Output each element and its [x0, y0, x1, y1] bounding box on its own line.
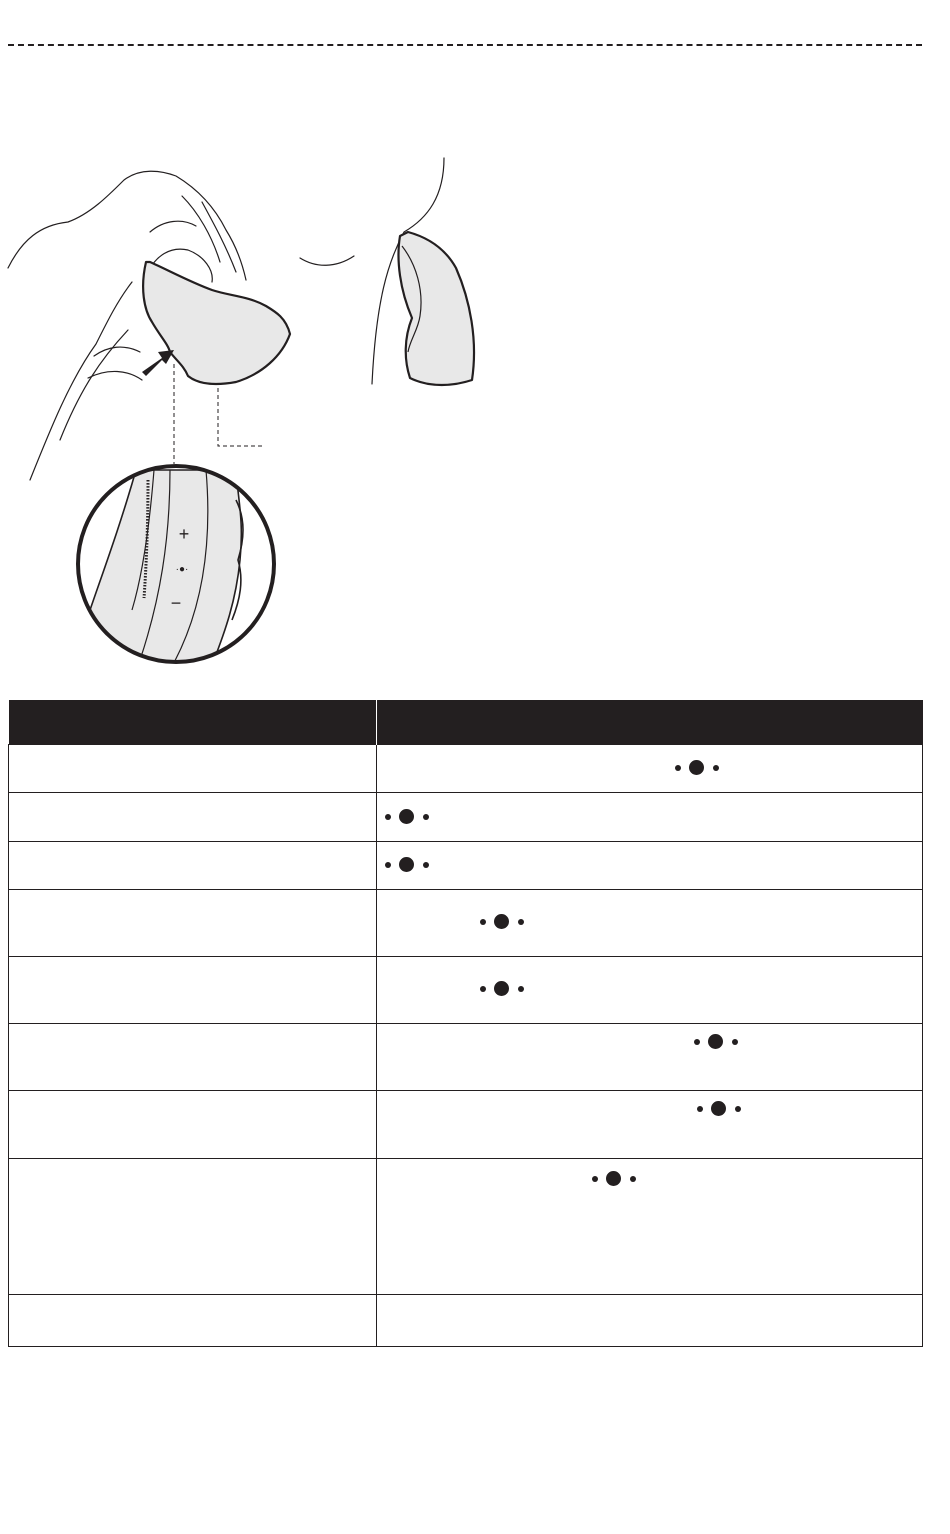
multi-function-button-icon [385, 856, 429, 874]
multi-function-button-icon [480, 913, 524, 931]
action-cell [377, 1024, 923, 1091]
function-cell [9, 745, 377, 793]
function-cell [9, 842, 377, 890]
volume-down-symbol: − [170, 593, 182, 613]
function-cell [9, 1091, 377, 1159]
controls-table [8, 700, 923, 1347]
table-row [9, 1091, 923, 1159]
multi-function-button-icon [480, 980, 524, 998]
earcup-side [399, 232, 475, 385]
action-cell [377, 1295, 923, 1347]
action-cell [377, 1091, 923, 1159]
action-cell [377, 890, 923, 957]
callout-line-earcup [218, 388, 262, 446]
hand-outline [8, 171, 246, 280]
earcup-front [143, 262, 290, 384]
section-divider [8, 44, 922, 46]
multi-function-button-icon [675, 759, 719, 777]
table-header-action [377, 700, 923, 745]
table-row [9, 890, 923, 957]
function-cell [9, 957, 377, 1024]
pointer-arrow [142, 350, 174, 376]
function-cell [9, 890, 377, 957]
table-row [9, 745, 923, 793]
action-cell [377, 793, 923, 842]
function-cell [9, 1024, 377, 1091]
multi-function-button-icon [697, 1100, 741, 1118]
table-row [9, 1159, 923, 1295]
multi-function-button-icon [694, 1033, 738, 1051]
action-cell [377, 842, 923, 890]
table-header-row [9, 700, 923, 745]
table-row [9, 1024, 923, 1091]
volume-up-symbol: + [178, 524, 190, 544]
function-cell [9, 1159, 377, 1295]
function-cell [9, 793, 377, 842]
table-row [9, 793, 923, 842]
head-outline [300, 256, 354, 265]
table-row [9, 842, 923, 890]
table-row [9, 1295, 923, 1347]
table-header-function [9, 700, 377, 745]
function-cell [9, 1295, 377, 1347]
table-row [9, 957, 923, 1024]
headphone-controls-illustration [0, 150, 500, 670]
action-cell [377, 957, 923, 1024]
action-cell [377, 745, 923, 793]
multi-function-symbol: ·●· [175, 564, 189, 575]
multi-function-button-icon [385, 808, 429, 826]
action-cell [377, 1159, 923, 1295]
multi-function-button-icon [592, 1170, 636, 1188]
